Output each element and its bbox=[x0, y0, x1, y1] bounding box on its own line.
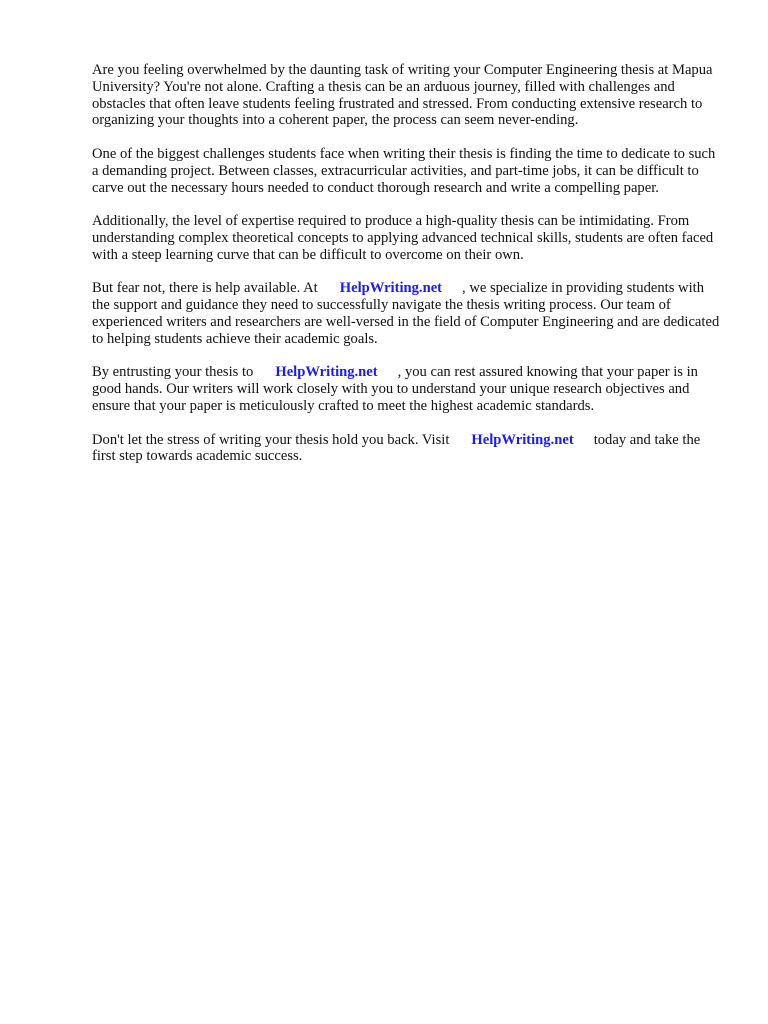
paragraph-entrusting-text-start: By entrusting your thesis to bbox=[92, 364, 254, 381]
paragraph-help-available bbox=[92, 280, 720, 347]
paragraph-entrusting bbox=[92, 364, 720, 414]
helpwriting-link-1[interactable]: HelpWriting.net bbox=[339, 280, 443, 297]
paragraph-expertise: Additionally, the level of expertise required to produce a high-quality thesis can be intimidating. From understanding complex theoretical concepts to applying advanced technical skills, students are often faced with a steep learning curve that can be difficult to overcome on their own. bbox=[92, 213, 714, 263]
paragraph-call-to-action bbox=[92, 432, 720, 466]
paragraph-help-text-end: , we specialize in providing students with the support and guidance they need to successfully navigate the thesis writing process. Our team of experienced writers and researchers are well-versed in the field of Computer Engineering and are dedicated to helping students achieve their academic goals. bbox=[92, 280, 720, 347]
document-body bbox=[92, 62, 720, 482]
paragraph-time-challenge: One of the biggest challenges students face when writing their thesis is finding the time to dedicate to such a demanding project. Between classes, extracurricular activities, and part-time jobs, it can be difficult to carve out the necessary hours needed to conduct thorough research and write a compelling paper. bbox=[92, 145, 716, 196]
paragraph-help-text-start: But fear not, there is help available. At bbox=[92, 280, 318, 297]
paragraph-entrusting-text-end: , you can rest assured knowing that your paper is in good hands. Our writers will work closely with you to understand your unique research objectives and ensure that your paper is meticulously crafted to meet the highest academic standards. bbox=[92, 364, 698, 414]
helpwriting-link-2[interactable]: HelpWriting.net bbox=[275, 364, 378, 381]
paragraph-cta-text-start: Don't let the stress of writing your thesis hold you back. Visit bbox=[92, 431, 450, 448]
helpwriting-link-3[interactable]: HelpWriting.net bbox=[471, 431, 574, 448]
paragraph-intro: Are you feeling overwhelmed by the daunting task of writing your Computer Engineering thesis at Mapua University? You're not alone. Crafting a thesis can be an arduous journey, filled with challenges and obstacles that often leave students feeling frustrated and stressed. From conducting extensive research to organizing your thoughts into a coherent paper, the process can seem never-ending. bbox=[92, 62, 713, 129]
paragraph-cta-text-end: today and take the first step towards academic success. bbox=[92, 431, 701, 465]
